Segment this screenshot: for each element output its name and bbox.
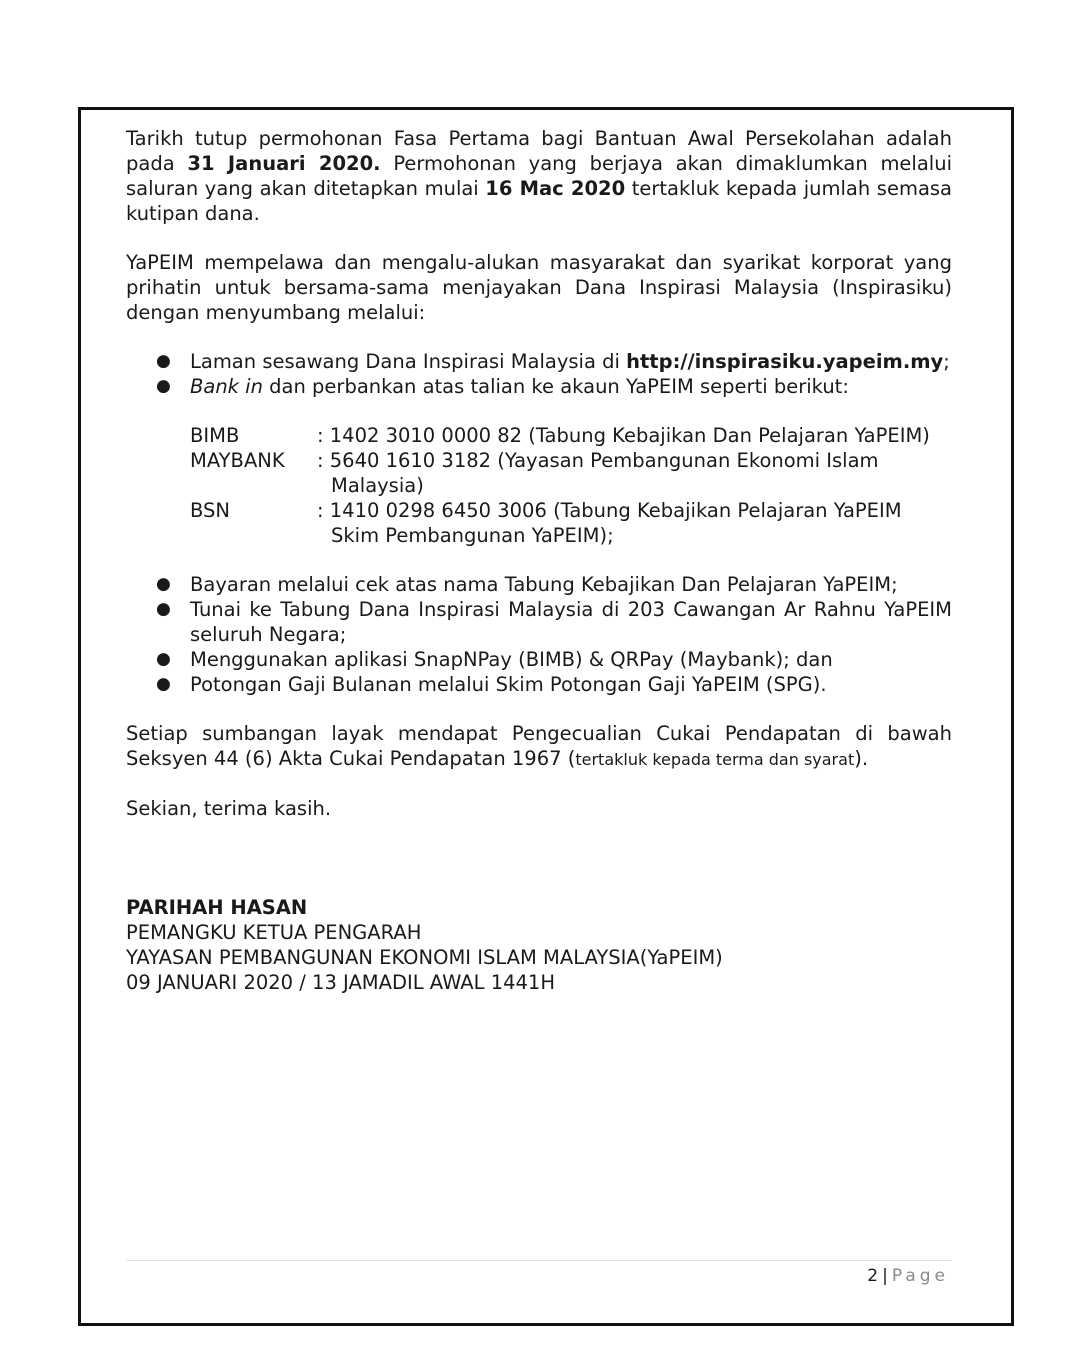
closing: Sekian, terima kasih. [126, 797, 332, 820]
bullet-icon: ● [156, 376, 171, 396]
letter-body [126, 126, 952, 995]
signatory-title: PEMANGKU KETUA PENGARAH [126, 921, 422, 944]
contribution-list-bottom [126, 572, 952, 697]
bullet-icon: ● [156, 351, 171, 371]
list-item: ● Tunai ke Tabung Dana Inspirasi Malaysia di 203 Cawangan Ar Rahnu YaPEIM seluruh Negara; [156, 598, 952, 646]
footer-divider [126, 1260, 952, 1261]
page-label: Page [891, 1266, 949, 1286]
bank-accounts [126, 423, 952, 548]
list-item: ● Menggunakan aplikasi SnapNPay (BIMB) & QRPay (Maybank); dan [156, 648, 833, 671]
list-item: ● Bank in dan perbankan atas talian ke akaun YaPEIM seperti berikut: [156, 375, 849, 398]
list-item: ● Laman sesawang Dana Inspirasi Malaysia di http://inspirasiku.yapeim.my; [156, 350, 950, 373]
signatory-name: PARIHAH HASAN [126, 896, 308, 919]
page-number: 2 [867, 1266, 879, 1286]
letter-date: 09 JANUARI 2020 / 13 JAMADIL AWAL 1441H [126, 971, 555, 994]
bank-row: MAYBANK : 5640 1610 3182 (Yayasan Pembangunan Ekonomi Islam Malaysia) [190, 449, 879, 497]
paragraph-invitation: YaPEIM mempelawa dan mengalu-alukan masyarakat dan syarikat korporat yang prihatin untuk bersama-sama menjayakan Dana Inspirasi Malaysia (Inspirasiku) dengan menyumbang melalui: [126, 251, 952, 324]
signature-block [126, 895, 952, 995]
contribution-list-top [126, 349, 952, 399]
bullet-icon: ● [156, 574, 171, 594]
bank-row: BIMB : 1402 3010 0000 82 (Tabung Kebajikan Dan Pelajaran YaPEIM) [190, 424, 930, 447]
bullet-icon: ● [156, 674, 171, 694]
signatory-org: YAYASAN PEMBANGUNAN EKONOMI ISLAM MALAYSIA(YaPEIM) [126, 946, 723, 969]
bank-row: BSN : 1410 0298 6450 3006 (Tabung Kebajikan Pelajaran YaPEIM Skim Pembangunan YaPEIM); [190, 499, 902, 547]
bullet-icon: ● [156, 599, 171, 619]
paragraph-tax: Setiap sumbangan layak mendapat Pengecualian Cukai Pendapatan di bawah Seksyen 44 (6) Akta Cukai Pendapatan 1967 (tertakluk kepada terma dan syarat). [126, 722, 952, 770]
website-link[interactable]: http://inspirasiku.yapeim.my [626, 350, 944, 373]
page-footer: 2 | Page [867, 1266, 949, 1286]
list-item: ● Bayaran melalui cek atas nama Tabung Kebajikan Dan Pelajaran YaPEIM; [156, 573, 898, 596]
bullet-icon: ● [156, 649, 171, 669]
paragraph-deadline: Tarikh tutup permohonan Fasa Pertama bagi Bantuan Awal Persekolahan adalah pada 31 Januari 2020. Permohonan yang berjaya akan dimaklumkan melalui saluran yang akan ditetapkan mulai 16 Mac 2020 tertakluk kepada jumlah semasa kutipan dana. [126, 127, 953, 225]
list-item: ● Potongan Gaji Bulanan melalui Skim Potongan Gaji YaPEIM (SPG). [156, 673, 827, 696]
